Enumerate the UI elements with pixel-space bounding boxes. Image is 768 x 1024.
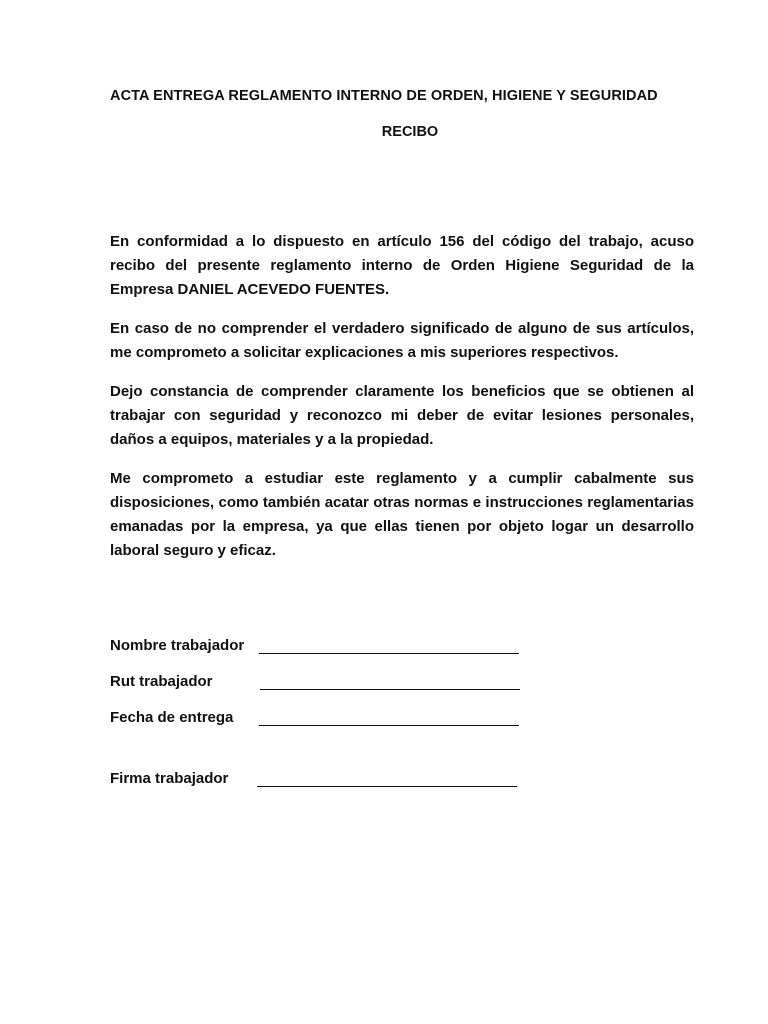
paragraph-understanding: En caso de no comprender el verdadero significado de alguno de sus artículos, me comprometo a solicitar explicaciones a mis superiores respectivos.	[110, 320, 694, 361]
field-nombre	[110, 637, 700, 661]
field-nombre-label: Nombre trabajador	[110, 637, 245, 654]
field-rut-label: Rut trabajador	[110, 673, 213, 690]
field-firma-line	[257, 786, 517, 787]
field-firma	[110, 770, 700, 794]
document-body	[110, 230, 694, 578]
field-fecha	[110, 709, 700, 733]
field-rut	[110, 673, 700, 697]
field-firma-label: Firma trabajador	[110, 770, 229, 787]
paragraph-conformity: En conformidad a lo dispuesto en artículo 156 del código del trabajo, acuso recibo del presente reglamento interno de Orden Higiene Seguridad de la Empresa DANIEL ACEVEDO FUENTES.	[110, 233, 694, 298]
document-title: ACTA ENTREGA REGLAMENTO INTERNO DE ORDEN, HIGIENE Y SEGURIDAD	[110, 88, 658, 104]
field-rut-line	[260, 689, 520, 690]
paragraph-commitment: Me comprometo a estudiar este reglamento y a cumplir cabalmente sus disposiciones, como también acatar otras normas e instrucciones reglamentarias emanadas por la empresa, ya que ellas tienen por objeto logar un desarrollo laboral seguro y eficaz.	[110, 470, 694, 559]
field-fecha-line	[259, 725, 519, 726]
document-subtitle: RECIBO	[381, 124, 439, 140]
field-nombre-line	[259, 653, 519, 654]
paragraph-safety: Dejo constancia de comprender claramente los beneficios que se obtienen al trabajar con seguridad y reconozco mi deber de evitar lesiones personales, daños a equipos, materiales y a la propiedad.	[110, 383, 694, 448]
signature-fields	[110, 637, 700, 806]
field-fecha-label: Fecha de entrega	[110, 709, 234, 726]
